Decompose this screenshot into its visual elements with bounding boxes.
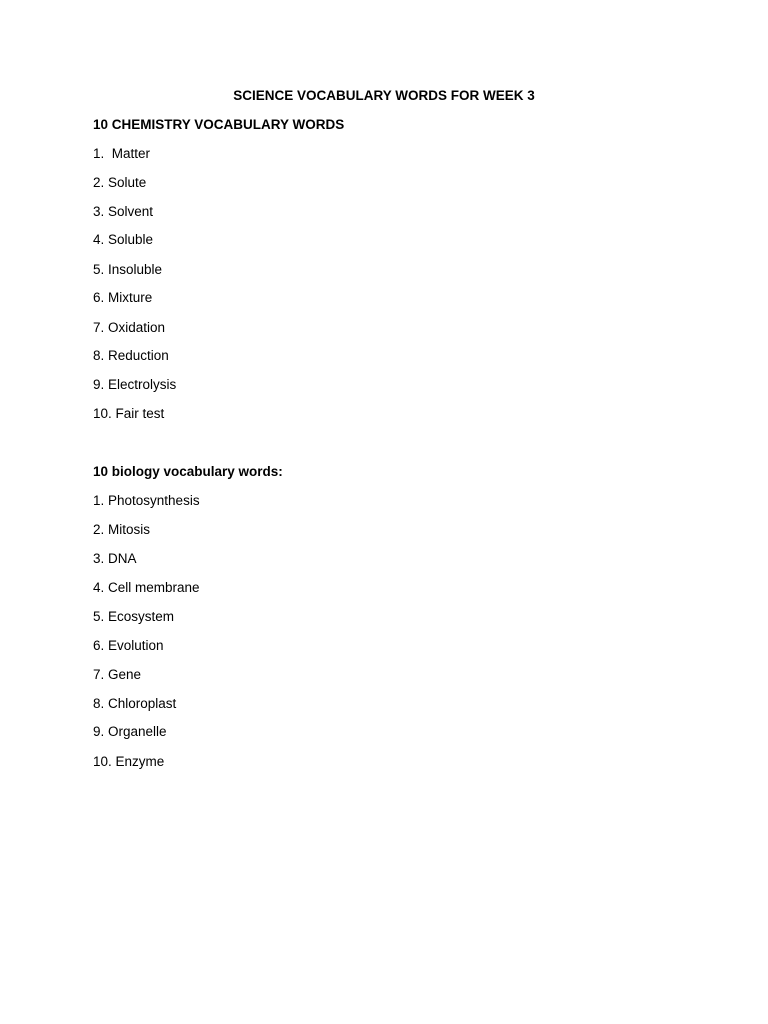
chemistry-list-item: 1. Matter (93, 146, 151, 161)
chemistry-list-item: 8. Reduction (93, 348, 169, 363)
biology-list-item: 2. Mitosis (93, 522, 151, 537)
chemistry-list-item: 7. Oxidation (93, 320, 166, 335)
biology-list-item: 4. Cell membrane (93, 580, 200, 595)
biology-list-item: 9. Organelle (93, 724, 167, 739)
biology-list-item: 10. Enzyme (93, 754, 165, 769)
biology-heading: 10 biology vocabulary words: (93, 464, 283, 479)
chemistry-list-item: 10. Fair test (93, 406, 165, 421)
biology-list-item: 6. Evolution (93, 638, 164, 653)
biology-list-item: 3. DNA (93, 551, 137, 566)
chemistry-list-item: 6. Mixture (93, 290, 153, 305)
biology-list-item: 8. Chloroplast (93, 696, 177, 711)
chemistry-heading: 10 CHEMISTRY VOCABULARY WORDS (93, 117, 345, 132)
page-title: SCIENCE VOCABULARY WORDS FOR WEEK 3 (233, 88, 535, 103)
biology-list-item: 7. Gene (93, 667, 142, 682)
chemistry-list-item: 4. Soluble (93, 232, 154, 247)
biology-list-item: 5. Ecosystem (93, 609, 175, 624)
chemistry-list-item: 9. Electrolysis (93, 377, 177, 392)
biology-list-item: 1. Photosynthesis (93, 493, 200, 508)
chemistry-list-item: 2. Solute (93, 175, 147, 190)
chemistry-list-item: 3. Solvent (93, 204, 154, 219)
chemistry-list-item: 5. Insoluble (93, 262, 163, 277)
